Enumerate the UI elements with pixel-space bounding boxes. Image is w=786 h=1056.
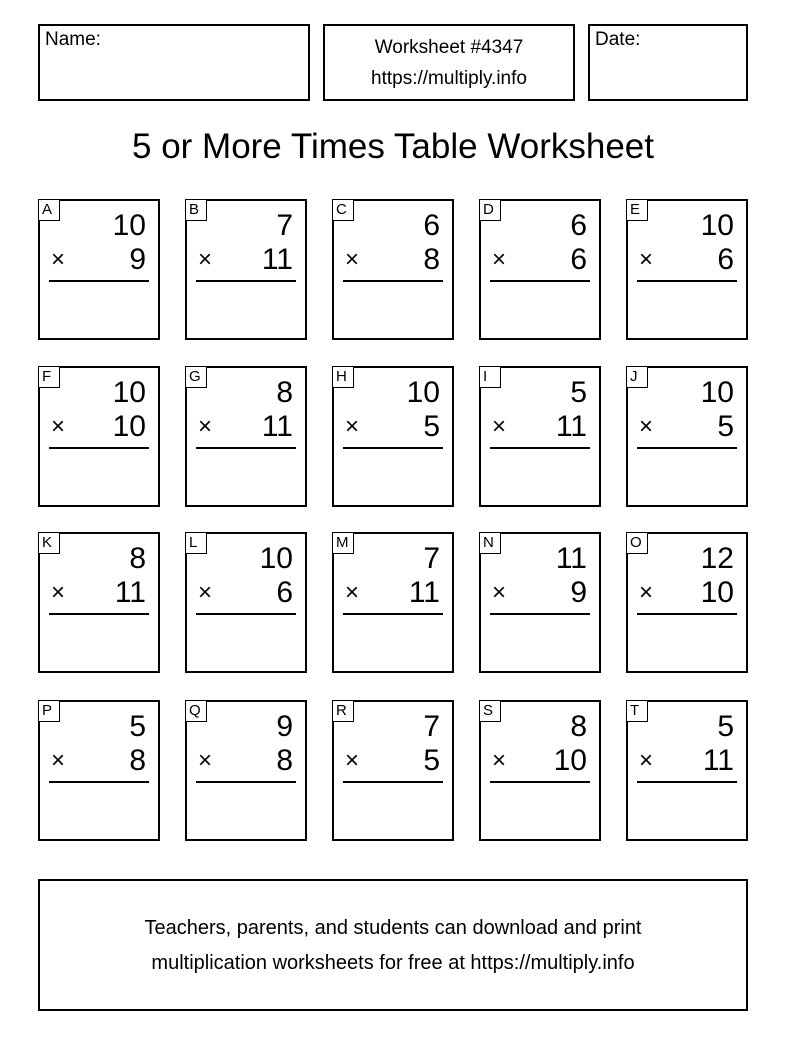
multiplier: 11 xyxy=(702,744,734,777)
problem-letter: S xyxy=(479,700,501,722)
times-sign: × xyxy=(345,747,360,774)
multiplier: 9 xyxy=(129,243,146,276)
multiplicand: 10 xyxy=(700,376,734,409)
answer-line xyxy=(637,781,737,783)
multiplicand: 8 xyxy=(129,542,146,575)
problem-letter: T xyxy=(626,700,648,722)
problem-card xyxy=(626,532,748,673)
answer-line xyxy=(49,447,149,449)
problem-letter: F xyxy=(38,366,60,388)
times-sign: × xyxy=(345,246,360,273)
times-sign: × xyxy=(198,747,213,774)
multiplier: 11 xyxy=(408,576,440,609)
problem-letter: Q xyxy=(185,700,207,722)
multiplicand: 9 xyxy=(276,710,293,743)
multiplier: 11 xyxy=(261,410,293,443)
problem-card xyxy=(626,700,748,841)
multiplier: 11 xyxy=(555,410,587,443)
answer-line xyxy=(490,781,590,783)
problem-letter: N xyxy=(479,532,501,554)
date-label: Date: xyxy=(595,29,641,50)
multiplicand: 7 xyxy=(423,542,440,575)
problem-letter: K xyxy=(38,532,60,554)
problem-letter: B xyxy=(185,199,207,221)
multiplier: 10 xyxy=(112,410,146,443)
problem-letter: M xyxy=(332,532,354,554)
problem-letter: G xyxy=(185,366,207,388)
multiplier: 8 xyxy=(423,243,440,276)
problem-card xyxy=(38,532,160,673)
multiplicand: 6 xyxy=(570,209,587,242)
times-sign: × xyxy=(198,246,213,273)
answer-line xyxy=(196,613,296,615)
problem-letter: E xyxy=(626,199,648,221)
answer-line xyxy=(196,781,296,783)
times-sign: × xyxy=(639,246,654,273)
multiplier: 11 xyxy=(261,243,293,276)
times-sign: × xyxy=(492,413,507,440)
multiplicand: 5 xyxy=(129,710,146,743)
problem-card xyxy=(479,199,601,340)
answer-line xyxy=(490,447,590,449)
multiplicand: 10 xyxy=(112,209,146,242)
problem-card xyxy=(185,366,307,507)
answer-line xyxy=(196,447,296,449)
problem-letter: I xyxy=(479,366,501,388)
multiplier: 6 xyxy=(570,243,587,276)
problem-card xyxy=(38,199,160,340)
multiplicand: 7 xyxy=(423,710,440,743)
problem-card xyxy=(479,532,601,673)
answer-line xyxy=(49,613,149,615)
problem-letter: C xyxy=(332,199,354,221)
problem-letter: J xyxy=(626,366,648,388)
answer-line xyxy=(637,280,737,282)
answer-line xyxy=(343,781,443,783)
problem-card xyxy=(38,366,160,507)
problem-letter: P xyxy=(38,700,60,722)
footer-line-1: Teachers, parents, and students can download and print xyxy=(144,917,642,939)
times-sign: × xyxy=(345,579,360,606)
multiplier: 8 xyxy=(276,744,293,777)
name-label: Name: xyxy=(45,29,101,50)
problem-card xyxy=(185,532,307,673)
times-sign: × xyxy=(639,413,654,440)
times-sign: × xyxy=(51,246,66,273)
multiplicand: 12 xyxy=(700,542,734,575)
problem-card xyxy=(185,199,307,340)
answer-line xyxy=(343,447,443,449)
problem-letter: D xyxy=(479,199,501,221)
times-sign: × xyxy=(492,747,507,774)
worksheet-number: Worksheet #4347 xyxy=(374,37,524,58)
problem-card xyxy=(626,366,748,507)
problem-card xyxy=(332,532,454,673)
times-sign: × xyxy=(639,579,654,606)
multiplier: 6 xyxy=(717,243,734,276)
times-sign: × xyxy=(198,579,213,606)
answer-line xyxy=(343,280,443,282)
multiplier: 5 xyxy=(423,410,440,443)
problem-card xyxy=(332,700,454,841)
problem-letter: L xyxy=(185,532,207,554)
times-sign: × xyxy=(198,413,213,440)
answer-line xyxy=(490,280,590,282)
multiplicand: 10 xyxy=(259,542,293,575)
problem-letter: R xyxy=(332,700,354,722)
answer-line xyxy=(637,613,737,615)
answer-line xyxy=(490,613,590,615)
times-sign: × xyxy=(51,413,66,440)
multiplicand: 8 xyxy=(276,376,293,409)
page-title: 5 or More Times Table Worksheet xyxy=(132,127,654,166)
multiplier: 5 xyxy=(717,410,734,443)
worksheet-url: https://multiply.info xyxy=(371,68,527,89)
multiplier: 10 xyxy=(700,576,734,609)
answer-line xyxy=(196,280,296,282)
times-sign: × xyxy=(492,246,507,273)
problem-card xyxy=(332,366,454,507)
multiplicand: 5 xyxy=(570,376,587,409)
multiplicand: 8 xyxy=(570,710,587,743)
problem-card xyxy=(626,199,748,340)
multiplicand: 10 xyxy=(406,376,440,409)
multiplicand: 10 xyxy=(700,209,734,242)
answer-line xyxy=(49,280,149,282)
problem-card xyxy=(185,700,307,841)
answer-line xyxy=(637,447,737,449)
problem-letter: O xyxy=(626,532,648,554)
problem-letter: A xyxy=(38,199,60,221)
multiplicand: 11 xyxy=(555,542,587,575)
multiplier: 8 xyxy=(129,744,146,777)
footer-line-2: multiplication worksheets for free at https://multiply.info xyxy=(151,952,635,974)
problem-card xyxy=(479,366,601,507)
times-sign: × xyxy=(51,747,66,774)
multiplicand: 6 xyxy=(423,209,440,242)
problem-card xyxy=(332,199,454,340)
times-sign: × xyxy=(345,413,360,440)
times-sign: × xyxy=(639,747,654,774)
times-sign: × xyxy=(51,579,66,606)
answer-line xyxy=(49,781,149,783)
footer-box xyxy=(38,879,748,1011)
multiplier: 5 xyxy=(423,744,440,777)
multiplicand: 10 xyxy=(112,376,146,409)
problem-letter: H xyxy=(332,366,354,388)
multiplier: 6 xyxy=(276,576,293,609)
multiplicand: 5 xyxy=(717,710,734,743)
problem-card xyxy=(38,700,160,841)
multiplier: 10 xyxy=(553,744,587,777)
problem-card xyxy=(479,700,601,841)
multiplicand: 7 xyxy=(276,209,293,242)
times-sign: × xyxy=(492,579,507,606)
multiplier: 9 xyxy=(570,576,587,609)
multiplier: 11 xyxy=(114,576,146,609)
answer-line xyxy=(343,613,443,615)
